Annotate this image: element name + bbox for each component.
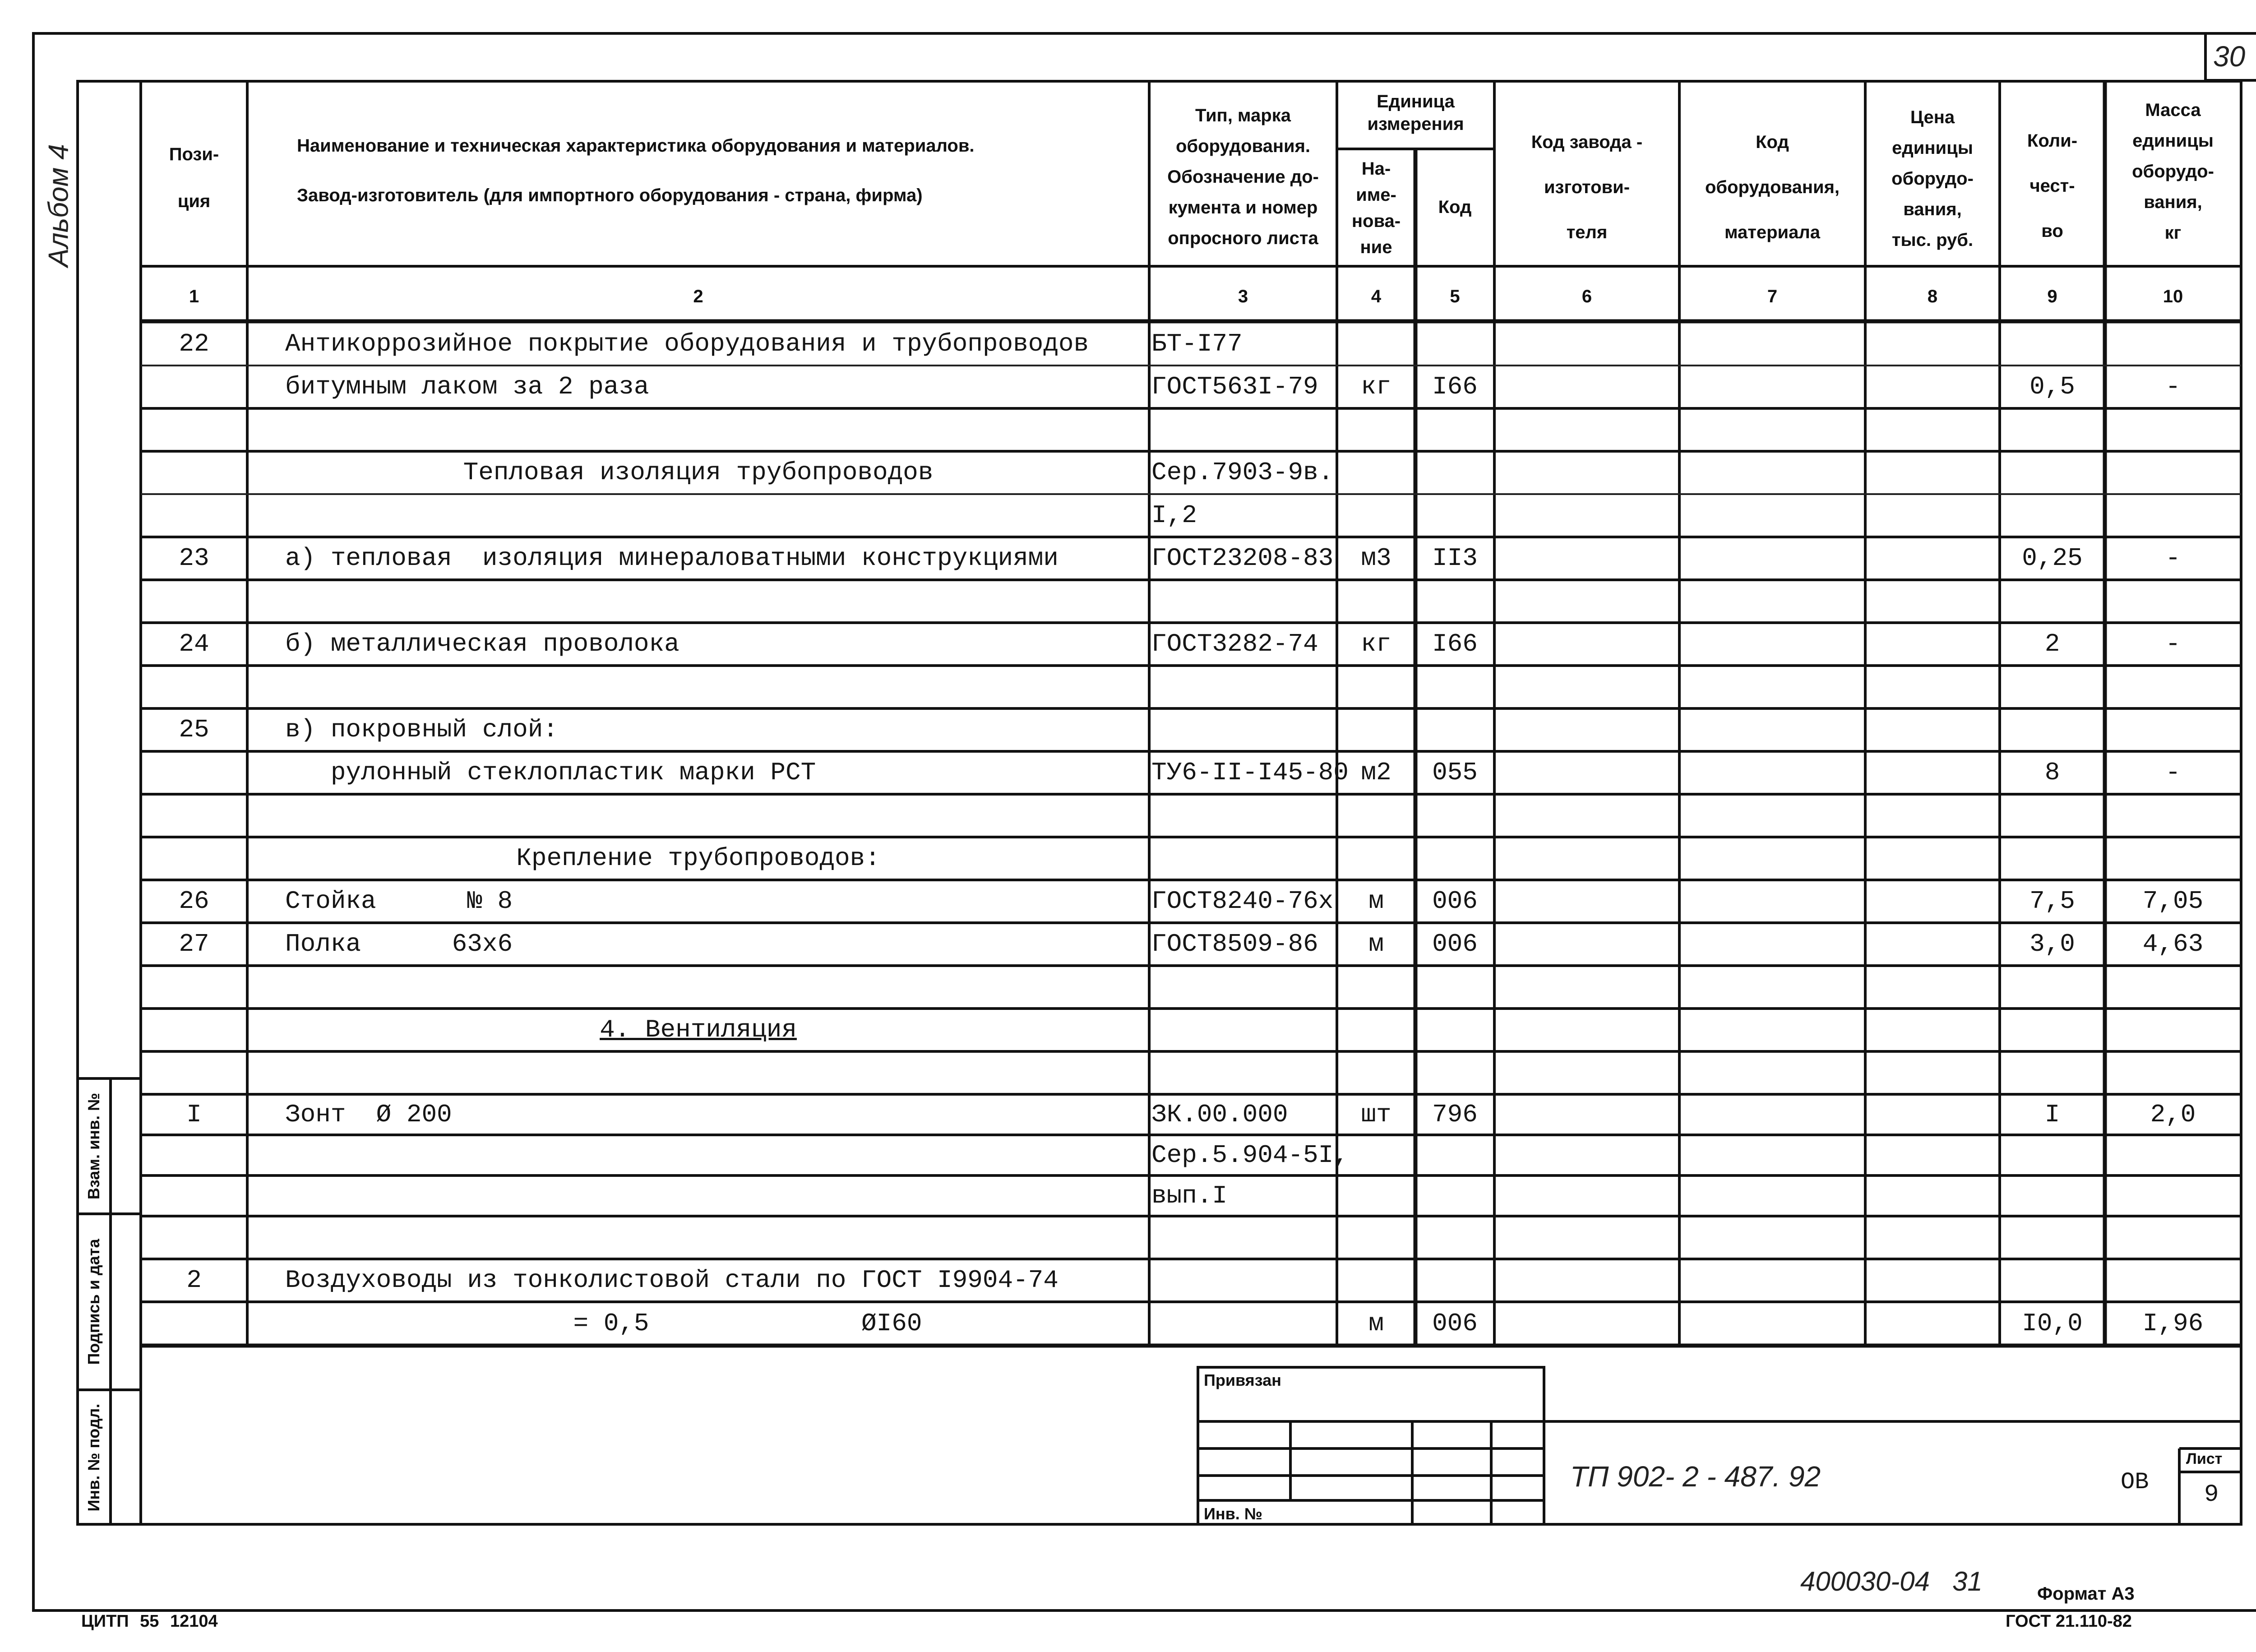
cell-qty: 7,5 bbox=[2029, 887, 2075, 916]
cell-doc bbox=[1151, 837, 1336, 880]
cell-unit: м bbox=[1368, 930, 1384, 958]
cell-mass: - bbox=[2165, 629, 2181, 658]
cell-code bbox=[1415, 1259, 1494, 1302]
cell-pos: 23 bbox=[179, 544, 209, 573]
cell-doc bbox=[1151, 666, 1336, 708]
cell-unit bbox=[1337, 494, 1415, 537]
cell-qty bbox=[2000, 794, 2105, 837]
cell-doc: ГОСТ563I-79 bbox=[1151, 372, 1318, 401]
cell-qty: 3,0 bbox=[2029, 930, 2075, 958]
cell-pos: 25 bbox=[179, 715, 209, 744]
cell-unit: м bbox=[1368, 1309, 1384, 1338]
cell-mass bbox=[2105, 1175, 2241, 1216]
cell-pos bbox=[141, 666, 247, 708]
cell-doc: ЗК.00.000 bbox=[1151, 1100, 1288, 1129]
cell-qty: I0,0 bbox=[2022, 1309, 2083, 1338]
cell-name bbox=[285, 1051, 1142, 1094]
cell-code: I66 bbox=[1432, 372, 1478, 401]
cell-doc: Сер.7903-9в. bbox=[1151, 458, 1334, 487]
cell-doc: вып.I bbox=[1151, 1181, 1228, 1210]
cell-unit bbox=[1337, 1135, 1415, 1175]
cell-pos: 26 bbox=[179, 887, 209, 916]
cell-qty bbox=[2000, 1135, 2105, 1175]
column-number: 8 bbox=[1927, 287, 1938, 306]
cell-doc bbox=[1151, 1216, 1336, 1259]
cell-mass bbox=[2105, 1216, 2241, 1259]
cell-unit bbox=[1337, 1259, 1415, 1302]
cell-code bbox=[1415, 451, 1494, 494]
cell-qty bbox=[2000, 323, 2105, 366]
column-number: 4 bbox=[1371, 287, 1382, 306]
cell-name bbox=[285, 1135, 1142, 1175]
stamp-section-code: ОВ bbox=[2121, 1469, 2149, 1495]
header-price: Цена единицы оборудо- вания, тыс. руб. bbox=[1891, 107, 1974, 250]
side-stamp-signature-date: Подпись и дата bbox=[84, 1239, 103, 1365]
cell-unit bbox=[1337, 666, 1415, 708]
cell-mass: 4,63 bbox=[2142, 930, 2204, 958]
cell-unit: м3 bbox=[1361, 544, 1392, 573]
cell-pos: I bbox=[186, 1100, 202, 1129]
cell-qty: 0,5 bbox=[2029, 372, 2075, 401]
cell-code: II3 bbox=[1432, 544, 1478, 573]
side-stamp-original-inv: Инв. № подл. bbox=[84, 1403, 103, 1512]
cell-name: в) покровный слой: bbox=[285, 715, 558, 744]
cell-code: 006 bbox=[1432, 1309, 1478, 1338]
cell-pos: 2 bbox=[186, 1266, 202, 1295]
cell-mass bbox=[2105, 794, 2241, 837]
cell-mass: - bbox=[2165, 372, 2181, 401]
cell-code bbox=[1415, 1051, 1494, 1094]
column-number: 7 bbox=[1767, 287, 1778, 306]
cell-pos bbox=[141, 494, 247, 537]
cell-doc: ГОСТ8509-86 bbox=[1151, 930, 1318, 958]
cell-pos bbox=[141, 966, 247, 1009]
cell-doc bbox=[1151, 580, 1336, 623]
cell-mass bbox=[2105, 1009, 2241, 1051]
cell-code bbox=[1415, 408, 1494, 451]
cell-name bbox=[285, 966, 1142, 1009]
cell-name: Стойка № 8 bbox=[285, 887, 513, 916]
cell-code bbox=[1415, 323, 1494, 366]
cell-pos: 27 bbox=[179, 930, 209, 958]
cell-unit bbox=[1337, 1216, 1415, 1259]
cell-pos bbox=[141, 794, 247, 837]
header-unit-code: Код bbox=[1438, 197, 1472, 217]
cell-pos: 22 bbox=[179, 329, 209, 358]
cell-pos bbox=[141, 580, 247, 623]
cell-mass: - bbox=[2165, 758, 2181, 787]
cell-code bbox=[1415, 794, 1494, 837]
cell-mass bbox=[2105, 966, 2241, 1009]
cell-name: 4. Вентиляция bbox=[600, 1015, 797, 1044]
cell-mass bbox=[2105, 408, 2241, 451]
cell-unit bbox=[1337, 408, 1415, 451]
stamp-sheet-number: 9 bbox=[2204, 1481, 2219, 1509]
column-number: 1 bbox=[189, 287, 199, 306]
cell-code bbox=[1415, 666, 1494, 708]
cell-name: битумным лаком за 2 раза bbox=[285, 372, 649, 401]
cell-code: 796 bbox=[1432, 1100, 1478, 1129]
cell-qty bbox=[2000, 1175, 2105, 1216]
cell-mass bbox=[2105, 1135, 2241, 1175]
header-plant-code: Код завода - изготови- теля bbox=[1531, 132, 1643, 242]
cell-pos bbox=[141, 1135, 247, 1175]
cell-doc bbox=[1151, 1302, 1336, 1346]
cell-qty: I bbox=[2044, 1100, 2060, 1129]
cell-qty bbox=[2000, 1216, 2105, 1259]
cell-name bbox=[285, 494, 1142, 537]
cell-code bbox=[1415, 1135, 1494, 1175]
corner-page-number: 30 bbox=[2213, 40, 2246, 73]
cell-name bbox=[285, 794, 1142, 837]
stamp-sheet-label: Лист bbox=[2186, 1450, 2223, 1467]
cell-name bbox=[285, 580, 1142, 623]
cell-name: Воздуховоды из тонколистовой стали по ГОСТ I9904-74 bbox=[285, 1266, 1059, 1295]
cell-unit bbox=[1337, 323, 1415, 366]
cell-name: а) тепловая изоляция минераловатными конструкциями bbox=[285, 544, 1059, 573]
cell-pos bbox=[141, 1302, 247, 1346]
cell-doc: БТ-I77 bbox=[1151, 329, 1243, 358]
cell-pos bbox=[141, 751, 247, 794]
footer-gost: ГОСТ 21.110-82 bbox=[2006, 1612, 2132, 1631]
cell-code bbox=[1415, 1216, 1494, 1259]
cell-qty bbox=[2000, 708, 2105, 751]
cell-qty bbox=[2000, 966, 2105, 1009]
cell-mass bbox=[2105, 837, 2241, 880]
cell-code: I66 bbox=[1432, 629, 1478, 658]
cell-code bbox=[1415, 837, 1494, 880]
cell-doc: ГОСТ8240-76х bbox=[1151, 887, 1334, 916]
cell-code bbox=[1415, 708, 1494, 751]
cell-name: = 0,5 ØI60 bbox=[285, 1309, 922, 1338]
cell-unit bbox=[1337, 580, 1415, 623]
cell-unit bbox=[1337, 966, 1415, 1009]
cell-qty bbox=[2000, 408, 2105, 451]
cell-unit bbox=[1337, 451, 1415, 494]
header-name: Наименование и техническая характеристика оборудования и материалов. Завод-изготовитель (для импортного оборудования - страна, фирма) bbox=[297, 136, 975, 205]
cell-unit bbox=[1337, 708, 1415, 751]
cell-pos bbox=[141, 1216, 247, 1259]
cell-pos bbox=[141, 451, 247, 494]
cell-mass bbox=[2105, 451, 2241, 494]
column-number: 2 bbox=[693, 287, 703, 306]
cell-unit: кг bbox=[1361, 372, 1392, 401]
cell-doc: ТУ6-II-I45-80 bbox=[1151, 758, 1349, 787]
cell-qty: 8 bbox=[2044, 758, 2060, 787]
cell-qty bbox=[2000, 1259, 2105, 1302]
cell-name: Полка 63х6 bbox=[285, 930, 513, 958]
cell-name bbox=[285, 666, 1142, 708]
cell-qty: 0,25 bbox=[2022, 544, 2083, 573]
cell-doc bbox=[1151, 1259, 1336, 1302]
cell-pos bbox=[141, 1051, 247, 1094]
cell-mass: 2,0 bbox=[2150, 1100, 2196, 1129]
cell-mass: - bbox=[2165, 544, 2181, 573]
cell-qty bbox=[2000, 451, 2105, 494]
column-number: 10 bbox=[2163, 287, 2183, 306]
cell-unit bbox=[1337, 794, 1415, 837]
cell-mass bbox=[2105, 494, 2241, 537]
header-unit: Единица измерения bbox=[1367, 92, 1464, 134]
cell-doc: I,2 bbox=[1151, 501, 1197, 530]
cell-code: 006 bbox=[1432, 930, 1478, 958]
cell-pos bbox=[141, 837, 247, 880]
cell-pos bbox=[141, 408, 247, 451]
cell-code: 055 bbox=[1432, 758, 1478, 787]
cell-pos bbox=[141, 1175, 247, 1216]
cell-code: 006 bbox=[1432, 887, 1478, 916]
cell-name bbox=[285, 408, 1142, 451]
cell-code bbox=[1415, 1009, 1494, 1051]
stamp-linked-label: Привязан bbox=[1204, 1371, 1281, 1389]
footer-cipher: ЦИТП 55 12104 bbox=[81, 1612, 218, 1631]
cell-mass bbox=[2105, 1259, 2241, 1302]
cell-pos bbox=[141, 1009, 247, 1051]
column-number: 3 bbox=[1238, 287, 1248, 306]
cell-mass bbox=[2105, 580, 2241, 623]
cell-doc bbox=[1151, 708, 1336, 751]
cell-mass: I,96 bbox=[2142, 1309, 2204, 1338]
stamp-inv-label: Инв. № bbox=[1204, 1504, 1262, 1523]
column-number: 5 bbox=[1450, 287, 1460, 306]
cell-name: Зонт Ø 200 bbox=[285, 1100, 452, 1129]
cell-doc: ГОСТ23208-83 bbox=[1151, 544, 1334, 573]
cell-mass bbox=[2105, 1051, 2241, 1094]
cell-mass bbox=[2105, 708, 2241, 751]
cell-unit bbox=[1337, 1175, 1415, 1216]
cell-doc: ГОСТ3282-74 bbox=[1151, 629, 1318, 658]
cell-name bbox=[285, 1216, 1142, 1259]
header-position: Пози- ция bbox=[169, 144, 219, 211]
cell-doc bbox=[1151, 966, 1336, 1009]
footer-handwritten-number: 400030-04 31 bbox=[1800, 1566, 1983, 1596]
cell-name: рулонный стеклопластик марки РСТ bbox=[285, 758, 816, 787]
cell-pos bbox=[141, 366, 247, 408]
cell-unit: м2 bbox=[1361, 758, 1392, 787]
album-note: Альбом 4 bbox=[43, 144, 74, 267]
header-type: Тип, марка оборудования. Обозначение до- кумента и номер опросного листа bbox=[1167, 106, 1319, 248]
cell-mass: 7,05 bbox=[2142, 887, 2204, 916]
header-mass: Масса единицы оборудо- вания, кг bbox=[2132, 100, 2214, 243]
cell-doc: Сер.5.904-5I, bbox=[1151, 1141, 1349, 1170]
cell-qty bbox=[2000, 494, 2105, 537]
stamp-document-code: ТП 902- 2 - 487. 92 bbox=[1570, 1460, 1821, 1493]
cell-code bbox=[1415, 1175, 1494, 1216]
header-equipment-code: Код оборудования, материала bbox=[1705, 132, 1840, 242]
cell-qty bbox=[2000, 1051, 2105, 1094]
cell-name bbox=[285, 1175, 1142, 1216]
header-unit-name: На- име- нова- ние bbox=[1351, 159, 1401, 257]
cell-mass bbox=[2105, 323, 2241, 366]
cell-name: Антикоррозийное покрытие оборудования и трубопроводов bbox=[285, 329, 1089, 358]
cell-mass bbox=[2105, 666, 2241, 708]
cell-doc bbox=[1151, 408, 1336, 451]
cell-code bbox=[1415, 966, 1494, 1009]
cell-name: Крепление трубопроводов: bbox=[516, 844, 880, 873]
cell-unit bbox=[1337, 1051, 1415, 1094]
cell-code bbox=[1415, 580, 1494, 623]
footer-format: Формат А3 bbox=[2037, 1584, 2135, 1604]
cell-doc bbox=[1151, 1009, 1336, 1051]
side-stamp-replaced-inv: Взам. инв. № bbox=[84, 1092, 103, 1200]
cell-unit bbox=[1337, 1009, 1415, 1051]
cell-unit: м bbox=[1368, 887, 1384, 916]
cell-qty: 2 bbox=[2044, 629, 2060, 658]
cell-doc bbox=[1151, 1051, 1336, 1094]
cell-qty bbox=[2000, 837, 2105, 880]
cell-pos: 24 bbox=[179, 629, 209, 658]
cell-unit: кг bbox=[1361, 629, 1392, 658]
cell-code bbox=[1415, 494, 1494, 537]
cell-qty bbox=[2000, 580, 2105, 623]
column-number: 6 bbox=[1581, 287, 1592, 306]
cell-unit: шт bbox=[1361, 1100, 1392, 1129]
cell-qty bbox=[2000, 666, 2105, 708]
cell-qty bbox=[2000, 1009, 2105, 1051]
column-number: 9 bbox=[2047, 287, 2057, 306]
cell-doc bbox=[1151, 794, 1336, 837]
cell-name: б) металлическая проволока bbox=[285, 629, 680, 658]
cell-name: Тепловая изоляция трубопроводов bbox=[463, 458, 934, 487]
header-quantity: Коли- чест- во bbox=[2027, 131, 2078, 241]
cell-unit bbox=[1337, 837, 1415, 880]
